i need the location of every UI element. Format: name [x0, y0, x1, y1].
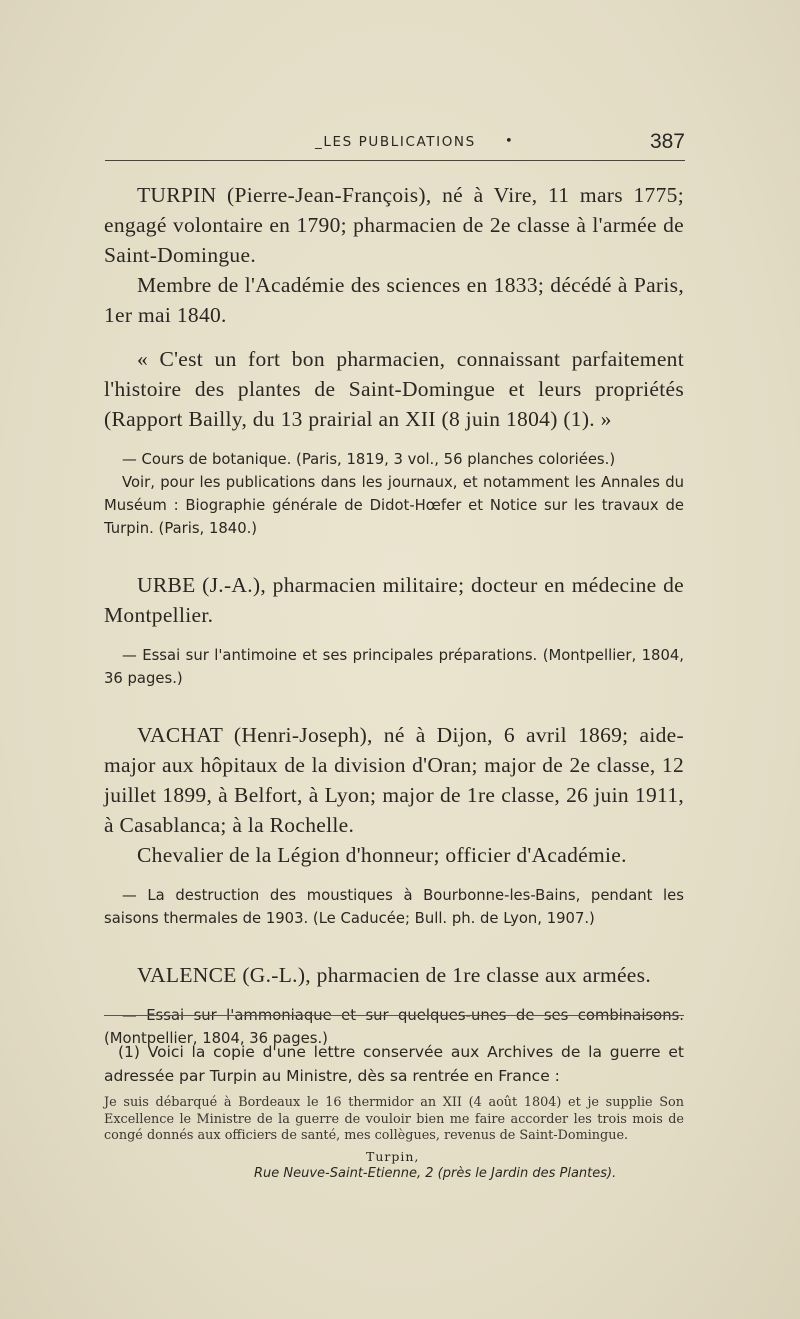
entry-turpin-quote: « C'est un fort bon pharmacien, connaissant parfaitement l'histoire des plantes de Saint-Domingue et leurs propriétés (Rapport Bailly, du 13 prairial an XII (8 juin 1804) (1). »	[104, 347, 684, 431]
header-title: _LES PUBLICATIONS	[315, 134, 476, 150]
entry-urbe-bio: URBE (J.-A.), pharmacien militaire; docteur en médecine de Montpellier.	[104, 573, 684, 627]
footnote-signature: Turpin,	[366, 1148, 420, 1164]
entry-vachat-honours: Chevalier de la Légion d'honneur; officier d'Académie.	[137, 843, 627, 867]
entry-valence-publication: — Essai sur l'ammoniaque et sur quelques-unes de ses combinaisons. (Montpellier, 1804, 36 pages.)	[104, 1007, 684, 1047]
header-rule	[105, 160, 685, 161]
footnote	[104, 1040, 684, 1181]
footnote-address: Rue Neuve-Saint-Etienne, 2 (près le Jardin des Plantes).	[254, 1165, 617, 1181]
entry-turpin-career: Membre de l'Académie des sciences en 1833; décédé à Paris, 1er mai 1840.	[104, 273, 684, 327]
page-number: 387	[649, 130, 685, 153]
entry-turpin	[104, 180, 684, 434]
entry-urbe	[104, 570, 684, 630]
entry-valence	[104, 960, 684, 990]
entry-turpin-bio: TURPIN (Pierre-Jean-François), né à Vire, 11 mars 1775; engagé volontaire en 1790; pharmacien de 2e classe à l'armée de Saint-Domingue.	[104, 183, 684, 267]
entry-vachat-bio: VACHAT (Henri-Joseph), né à Dijon, 6 avril 1869; aide-major aux hôpitaux de la division d'Oran; major de 2e classe, 12 juillet 1899, à Belfort, à Lyon; major de 1re classe, 26 juin 1911, à Casablanca; à la Rochelle.	[104, 723, 684, 837]
header-mark: •	[505, 134, 513, 149]
body-text	[104, 180, 684, 1050]
entry-urbe-publication: — Essai sur l'antimoine et ses principales préparations. (Montpellier, 1804, 36 pages.)	[104, 647, 684, 687]
footnote-letter: Je suis débarqué à Bordeaux le 16 thermidor an XII (4 août 1804) et je supplie Son Excellence le Ministre de la guerre de vouloir bien me faire accorder les trois mois de congé donnés aux officiers de santé, mes collègues, revenus de Saint-Domingue.	[104, 1095, 684, 1143]
entry-turpin-see-also: Voir, pour les publications dans les journaux, et notamment les Annales du Muséum : Biographie générale de Didot-Hœfer et Notice sur les travaux de Turpin. (Paris, 1840.)	[104, 474, 684, 537]
entry-turpin-publication: — Cours de botanique. (Paris, 1819, 3 vol., 56 planches coloriées.)	[122, 451, 616, 468]
footnote-lead: (1) Voici la copie d'une lettre conservée aux Archives de la guerre et adressée par Turpin au Ministre, dès sa rentrée en France :	[104, 1043, 684, 1085]
footnote-rule	[104, 1015, 684, 1016]
entry-vachat	[104, 720, 684, 870]
entry-vachat-publication: — La destruction des moustiques à Bourbonne-les-Bains, pendant les saisons thermales de 1903. (Le Caducée; Bull. ph. de Lyon, 1907.)	[104, 887, 684, 927]
entry-valence-bio: VALENCE (G.-L.), pharmacien de 1re classe aux armées.	[137, 963, 651, 987]
